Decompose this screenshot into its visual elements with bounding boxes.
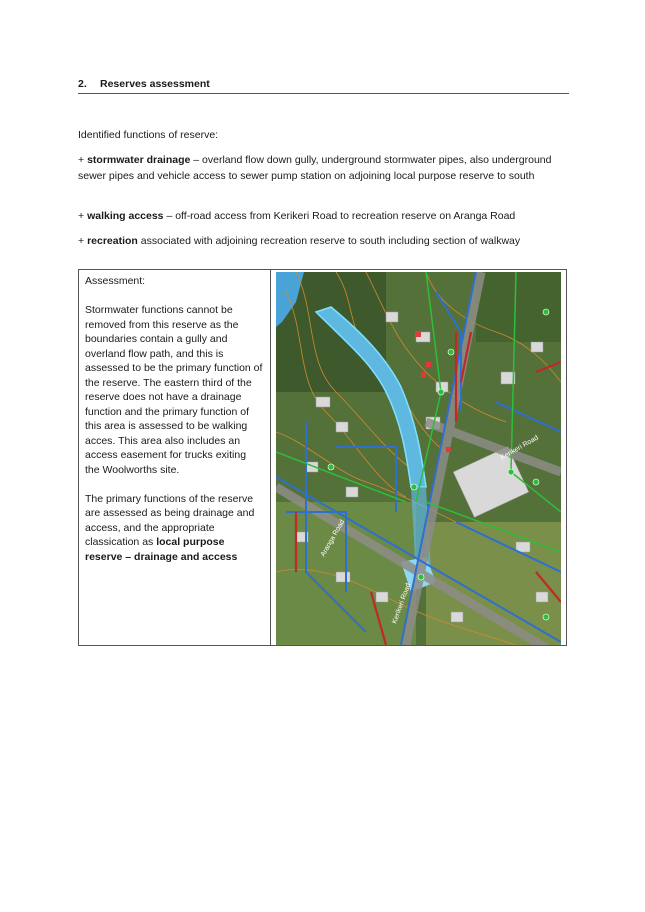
function-stormwater [78, 153, 570, 184]
function-term: stormwater drainage [87, 154, 191, 166]
intro-text: Identified functions of reserve: [78, 129, 219, 141]
classification-bold: local purpose reserve – drainage and access [85, 536, 238, 563]
function-recreation [78, 234, 570, 250]
function-description: – off-road access from Kerikeri Road to recreation reserve on Aranga Road [163, 210, 516, 222]
assessment-heading: Assessment: [85, 275, 146, 287]
table-divider [270, 270, 271, 645]
tree-patch [476, 272, 561, 342]
function-prefix: + [78, 235, 88, 247]
aerial-map [276, 272, 561, 645]
function-description: – overland flow down gully, underground stormwater pipes, also underground sewer pipes and vehicle access to sewer pump station on adjoining local purpose reserve to south [78, 154, 552, 182]
function-walking-access [78, 209, 570, 225]
function-prefix: + [78, 210, 88, 222]
section-number: 2. [78, 78, 87, 90]
road-label-kerikeri: Kerikeri Road [499, 434, 540, 462]
assessment-paragraph-2 [85, 492, 263, 565]
road-label-kerikeri-2: Kerikeri Road [391, 582, 413, 625]
section-title: Reserves assessment [100, 78, 210, 90]
function-prefix: + [78, 154, 88, 166]
function-description: associated with adjoining recreation reserve to south including section of walkway [137, 235, 521, 247]
paragraph-text: The primary functions of the reserve are assessed as being drainage and access, and the appropriate classication as [85, 492, 255, 548]
assessment-paragraph-1: Stormwater functions cannot be removed from this reserve as the boundaries contain a gully and overland flow path, and this is assessed to be the primary function of the reserve. The eastern third of the reserve does not have a drainage function and the primary function of this area is assessed to be walking acces. This area also includes an access easement for trucks exiting the Woolworths site. [85, 304, 263, 476]
assessment-table [78, 269, 567, 646]
function-term: walking access [87, 210, 164, 222]
assessment-text-cell [85, 274, 263, 579]
map-svg [276, 272, 561, 645]
section-heading [78, 78, 569, 94]
function-term: recreation [87, 235, 138, 247]
road-label-aranga: Aranga Road [319, 518, 347, 558]
